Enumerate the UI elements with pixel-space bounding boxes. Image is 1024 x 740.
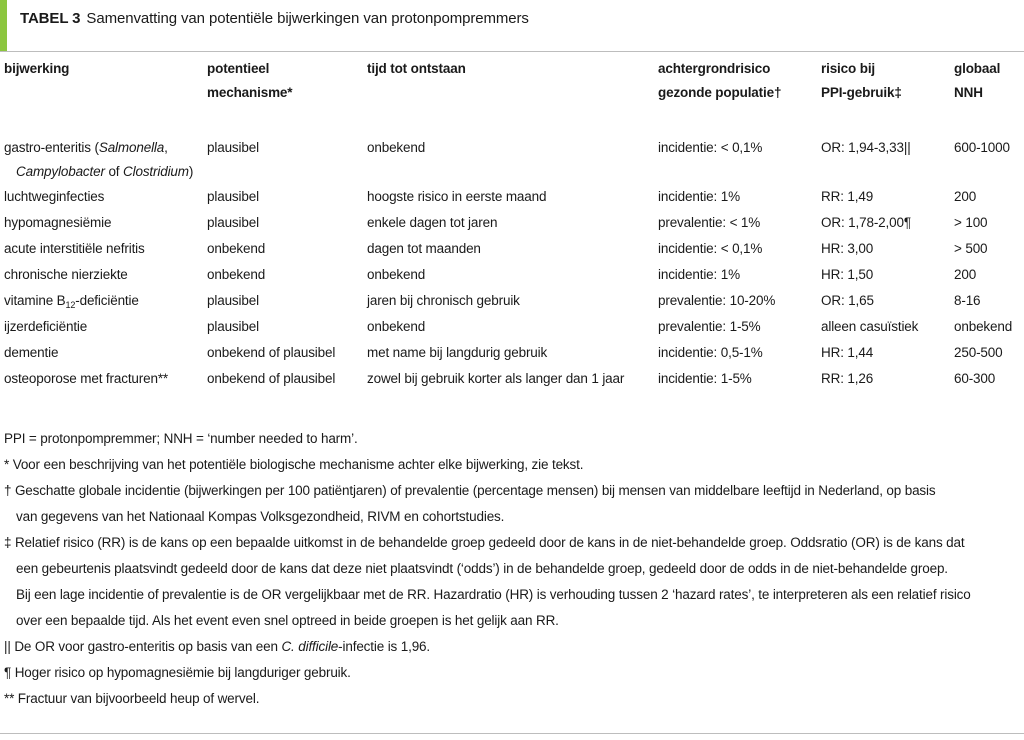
cell-nnh: 60-300	[954, 371, 996, 386]
cell-effect: dementie	[4, 345, 59, 360]
footnote-double-bar: || De OR voor gastro-enteritis op basis van een C. difficile-infectie is 1,96.	[4, 639, 431, 654]
cell-effect: gastro-enteritis (Salmonella, Campylobacter of Clostridium)	[4, 140, 194, 179]
bottom-rule	[0, 733, 1024, 734]
col-header-background-risk: achtergrondrisico gezonde populatie†	[658, 61, 782, 100]
table-header-row	[0, 57, 1024, 105]
cell-ppi-risk: HR: 1,44	[821, 345, 874, 360]
top-rule	[0, 51, 1024, 52]
table-row	[0, 262, 1024, 288]
footnote-pilcrow: ¶ Hoger risico op hypomagnesiëmie bij langduriger gebruik.	[4, 665, 351, 680]
cell-mechanism: onbekend of plausibel	[207, 371, 336, 386]
cell-effect: chronische nierziekte	[4, 267, 128, 282]
cell-ppi-risk: RR: 1,26	[821, 371, 874, 386]
cell-background-risk: prevalentie: 1-5%	[658, 319, 761, 334]
table-caption: Samenvatting van potentiële bijwerkingen van protonpompremmers	[86, 10, 529, 27]
cell-effect: ijzerdeficiëntie	[4, 319, 88, 334]
table-row	[0, 184, 1024, 210]
col-header-onset: tijd tot ontstaan	[367, 61, 466, 76]
cell-onset: jaren bij chronisch gebruik	[367, 293, 520, 308]
cell-mechanism: plausibel	[207, 215, 259, 230]
cell-effect: osteoporose met fracturen**	[4, 371, 169, 386]
cell-nnh: 600-1000	[954, 140, 1010, 155]
footnote-star: * Voor een beschrijving van het potentiële biologische mechanisme achter elke bijwerking, zie tekst.	[4, 457, 584, 472]
cell-effect: luchtweginfecties	[4, 189, 105, 204]
col-header-nnh: globaal NNH	[954, 61, 1001, 100]
table-title-bar	[0, 0, 1024, 51]
cell-nnh: > 100	[954, 215, 988, 230]
cell-mechanism: onbekend	[207, 241, 266, 256]
cell-ppi-risk: OR: 1,65	[821, 293, 874, 308]
cell-onset: onbekend	[367, 140, 426, 155]
table-title	[20, 10, 529, 27]
table-row	[0, 136, 1024, 184]
cell-background-risk: incidentie: < 0,1%	[658, 140, 763, 155]
cell-onset: met name bij langdurig gebruik	[367, 345, 548, 360]
cell-effect: vitamine $B_{12}$-deficiëntie	[4, 293, 139, 310]
cell-mechanism: onbekend of plausibel	[207, 345, 336, 360]
table-row	[0, 236, 1024, 262]
cell-ppi-risk: RR: 1,49	[821, 189, 874, 204]
cell-background-risk: incidentie: 1%	[658, 189, 740, 204]
cell-background-risk: incidentie: < 0,1%	[658, 241, 763, 256]
cell-ppi-risk: alleen casuïstiek	[821, 319, 919, 334]
cell-nnh: onbekend	[954, 319, 1013, 334]
cell-ppi-risk: HR: 1,50	[821, 267, 874, 282]
cell-background-risk: prevalentie: 10-20%	[658, 293, 776, 308]
cell-mechanism: plausibel	[207, 140, 259, 155]
cell-background-risk: prevalentie: < 1%	[658, 215, 761, 230]
cell-nnh: 250-500	[954, 345, 1003, 360]
footnote-double-star: ** Fractuur van bijvoorbeeld heup of wervel.	[4, 691, 260, 706]
cell-ppi-risk: OR: 1,94-3,33||	[821, 140, 911, 155]
table-row	[0, 314, 1024, 340]
cell-nnh: 8-16	[954, 293, 981, 308]
footnote-double-dagger: ‡ Relatief risico (RR) is de kans op een bepaalde uitkomst in de behandelde groep gedeeld door de kans in de niet-behandelde groep. Oddsratio (OR) is de kans dat een gebeurtenis plaatsvindt gedeeld door de kans dat deze niet plaatsvindt (‘odds’) in de behandelde groep, gedeeld door de odds in de niet-behandelde groep. Bij een lage incidentie of prevalentie is de OR vergelijkbaar met de RR. Hazardratio (HR) is verhouding tussen 2 ‘hazard rates’, te interpreteren als een relatief risico over een bepaalde tijd. Als het event even snel optreed in beide groepen is het gelijk aan RR.	[4, 535, 971, 628]
cell-nnh: > 500	[954, 241, 988, 256]
table-row	[0, 366, 1024, 392]
cell-ppi-risk: HR: 3,00	[821, 241, 874, 256]
cell-mechanism: plausibel	[207, 293, 259, 308]
cell-nnh: 200	[954, 267, 977, 282]
cell-onset: onbekend	[367, 267, 426, 282]
footnote-dagger: † Geschatte globale incidentie (bijwerkingen per 100 patiëntjaren) of prevalentie (percentage mensen) bij mensen van middelbare leeftijd in Nederland, op basis van gegevens van het Nationaal Kompas Volksgezondheid, RIVM en cohortstudies.	[4, 483, 936, 524]
cell-onset: onbekend	[367, 319, 426, 334]
cell-mechanism: plausibel	[207, 189, 259, 204]
cell-onset: enkele dagen tot jaren	[367, 215, 498, 230]
cell-background-risk: incidentie: 0,5-1%	[658, 345, 763, 360]
table-row	[0, 288, 1024, 314]
cell-ppi-risk: OR: 1,78-2,00¶	[821, 215, 911, 230]
cell-onset: hoogste risico in eerste maand	[367, 189, 547, 204]
footnote-abbreviations: PPI = protonpompremmer; NNH = ‘number needed to harm’.	[4, 431, 358, 446]
cell-onset: dagen tot maanden	[367, 241, 481, 256]
cell-mechanism: plausibel	[207, 319, 259, 334]
table-label: TABEL 3	[20, 10, 81, 27]
cell-effect: hypomagnesiëmie	[4, 215, 112, 230]
title-accent-bar	[0, 0, 7, 51]
cell-mechanism: onbekend	[207, 267, 266, 282]
footnotes	[4, 426, 1020, 712]
table-row	[0, 210, 1024, 236]
cell-nnh: 200	[954, 189, 977, 204]
col-header-mechanism: potentieel mechanisme*	[207, 61, 293, 100]
side-effects-table	[0, 57, 1024, 392]
col-header-ppi-risk: risico bij PPI-gebruik‡	[821, 61, 902, 100]
cell-effect: acute interstitiële nefritis	[4, 241, 145, 256]
cell-onset: zowel bij gebruik korter als langer dan 1 jaar	[367, 371, 625, 386]
table-row	[0, 340, 1024, 366]
cell-background-risk: incidentie: 1%	[658, 267, 740, 282]
cell-background-risk: incidentie: 1-5%	[658, 371, 752, 386]
col-header-effect: bijwerking	[4, 61, 70, 76]
